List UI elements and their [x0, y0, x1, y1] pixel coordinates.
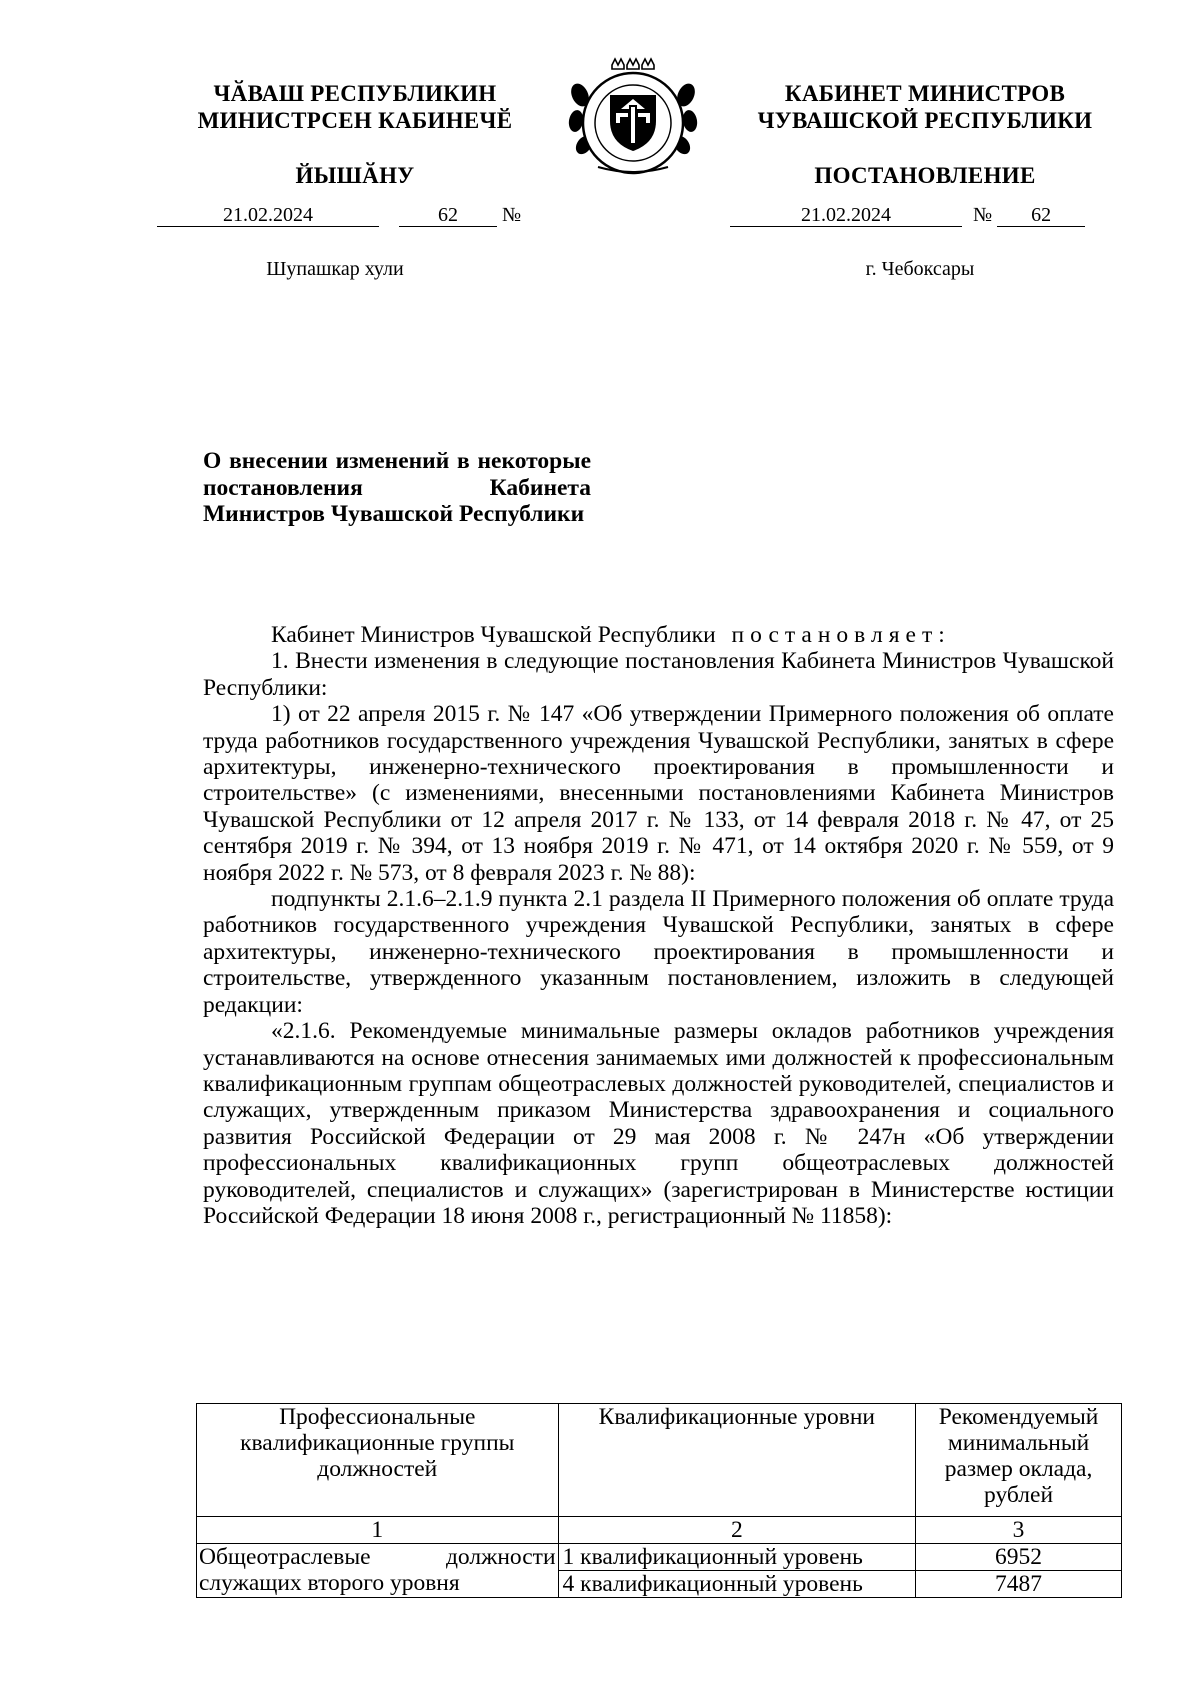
header-right-line2: ЧУВАШСКОЙ РЕСПУБЛИКИ — [757, 108, 1093, 133]
table-header-group: Профессиональные квалификационные группы должностей — [197, 1404, 559, 1517]
header-right-doctype: ПОСТАНОВЛЕНИЕ — [814, 163, 1036, 188]
header-left — [165, 80, 545, 134]
paragraph-4: «2.1.6. Рекомендуемые минимальные размеры окладов работников учреждения устанавливаются на основе отнесения занимаемых ими должностей к профессиональным квалификационным группам общеотраслевых должностей руководителей, специалистов и служащих, утвержденным приказом Министерства здравоохранения и социального развития Российской Федерации от 29 мая 2008 г. № 247н «Об утверждении профессиональных квалификационных групп общеотраслевых должностей руководителей, специалистов и служащих» (зарегистрирован в Министерстве юстиции Российской Федерации 18 июня 2008 г., регистрационный № 11858): — [203, 1018, 1114, 1229]
paragraph-3: подпункты 2.1.6–2.1.9 пункта 2.1 раздела II Примерного положения об оплате труда работников государственного учреждения Чувашской Республики, занятых в сфере архитектуры, инженерно-технического проектирования в промышленности и строительстве, утвержденного указанным постановлением, изложить в следующей редакции: — [203, 886, 1114, 1018]
table-col-number: 1 — [197, 1517, 559, 1544]
left-number: 62 — [399, 204, 497, 227]
intro-paragraph — [203, 622, 1114, 648]
table-header-salary: Рекомендуемый минимальный размер оклада, рублей — [916, 1404, 1122, 1517]
header-right — [715, 80, 1135, 134]
paragraph-1: 1. Внести изменения в следующие постановления Кабинета Министров Чувашской Республики: — [203, 648, 1114, 701]
salary-table — [196, 1403, 1122, 1598]
right-city: г. Чебоксары — [865, 258, 975, 280]
intro-prefix: Кабинет Министров Чувашской Республики — [271, 622, 716, 648]
document-title: О внесении изменений в некоторые постановления Кабинета Министров Чувашской Республики — [203, 448, 591, 527]
table-salary-cell: 7487 — [916, 1571, 1122, 1598]
right-date: 21.02.2024 — [730, 204, 962, 227]
table-salary-cell: 6952 — [916, 1544, 1122, 1571]
table-col-number: 2 — [558, 1517, 916, 1544]
header-left-line1: ЧӐВАШ РЕСПУБЛИКИН — [213, 81, 497, 106]
table-level-cell: 4 квалификационный уровень — [558, 1571, 916, 1598]
right-number-sign: № — [973, 204, 993, 226]
table-row — [197, 1544, 1122, 1571]
header-left-line2: МИНИСТРСЕН КАБИНЕЧӖ — [197, 108, 513, 133]
left-number-sign: № — [502, 204, 522, 226]
table-number-row — [197, 1517, 1122, 1544]
table-header-row — [197, 1404, 1122, 1517]
intro-verb: постановляет: — [731, 622, 951, 648]
paragraph-2: 1) от 22 апреля 2015 г. № 147 «Об утверждении Примерного положения об оплате труда работников государственного учреждения Чувашской Республики, занятых в сфере архитектуры, инженерно-технического проектирования в промышленности и строительстве» (с изменениями, внесенными постановлениями Кабинета Министров Чувашской Республики от 12 апреля 2017 г. № 133, от 14 февраля 2018 г. № 47, от 25 сентября 2019 г. № 394, от 13 ноября 2019 г. № 471, от 14 октября 2020 г. № 559, от 9 ноября 2022 г. № 573, от 8 февраля 2023 г. № 88): — [203, 701, 1114, 886]
header-left-doctype: ЙЫШӐНУ — [295, 163, 415, 188]
right-number: 62 — [997, 204, 1085, 227]
salary-table-wrap — [196, 1403, 1128, 1598]
table-col-number: 3 — [916, 1517, 1122, 1544]
coat-of-arms-emblem — [562, 55, 704, 183]
table-header-level: Квалификационные уровни — [558, 1404, 916, 1517]
table-group-line2: служащих второго уровня — [199, 1570, 460, 1596]
left-date-number-row — [157, 204, 532, 227]
left-city: Шупашкар хули — [266, 258, 404, 280]
header-right-line1: КАБИНЕТ МИНИСТРОВ — [784, 81, 1066, 106]
table-level-cell: 1 квалификационный уровень — [558, 1544, 916, 1571]
right-date-number-row — [730, 204, 1110, 227]
document-body — [203, 622, 1114, 1229]
table-group-line1: Общеотраслевые должности — [199, 1544, 556, 1570]
table-group-cell — [197, 1544, 559, 1598]
left-date: 21.02.2024 — [157, 204, 379, 227]
